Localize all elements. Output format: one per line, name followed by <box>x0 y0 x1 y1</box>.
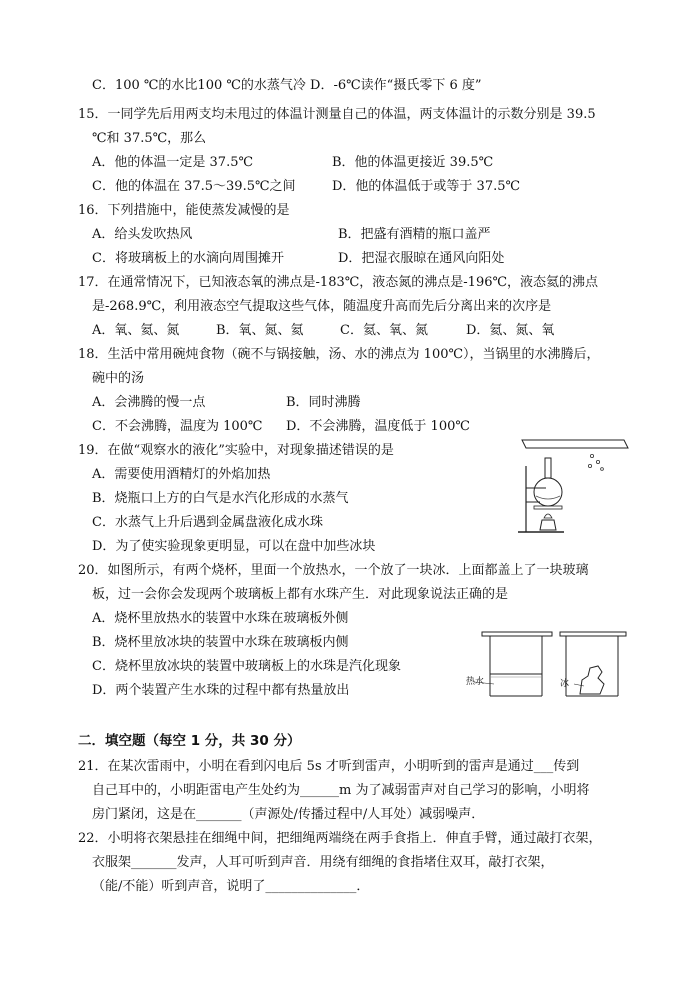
option-b: B．氧、氮、氦 <box>216 323 304 338</box>
ice-label: 冰 <box>560 679 570 689</box>
option-a: A．给头发吹热风 <box>92 227 193 242</box>
option-a: A．会沸腾的慢一点 <box>92 395 206 410</box>
question-stem: 碗中的汤 <box>92 371 145 386</box>
question-stem: 板，过一会你会发现两个玻璃板上都有水珠产生．对此现象说法正确的是 <box>92 587 509 602</box>
question-stem: 衣服架_______发声，人耳可听到声音．用绕有细绳的食指堵住双耳，敲打衣架， <box>92 855 554 870</box>
question-stem: （能/不能）听到声音，说明了______________． <box>92 879 370 894</box>
question-stem: 房门紧闭，这是在_______（声源处/传播过程中/人耳处）减弱噪声． <box>92 807 485 822</box>
option-c: C．他的体温在 37.5～39.5℃之间 <box>92 179 296 194</box>
question-stem: 是-268.9℃，利用液态空气提取这些气体，随温度升高而先后分离出来的次序是 <box>92 299 552 314</box>
question-stem: 21．在某次雷雨中，小明在看到闪电后 5s 才听到雷声，小明听到的雷声是通过___传到 <box>78 759 580 774</box>
option-a: A．他的体温一定是 37.5℃ <box>92 155 254 170</box>
option-d: D．他的体温低于或等于 37.5℃ <box>332 179 521 194</box>
option-c: C．水蒸气上升后遇到金属盘液化成水珠 <box>92 515 323 530</box>
option-a: A．需要使用酒精灯的外焰加热 <box>92 467 271 482</box>
option-c: C．不会沸腾，温度为 100℃ <box>92 419 263 434</box>
option-a: A．氧、氦、氮 <box>92 323 180 338</box>
question-stem: 17．在通常情况下，已知液态氧的沸点是-183℃，液态氮的沸点是-196℃，液态氦的沸点 <box>78 275 599 290</box>
section-heading: 二．填空题（每空 1 分，共 30 分） <box>78 733 301 749</box>
question-stem: 16．下列措施中，能使蒸发减慢的是 <box>78 203 290 218</box>
option-a: A．烧杯里放热水的装置中水珠在玻璃板外侧 <box>92 611 349 626</box>
option-d: D．为了使实验现象更明显，可以在盘中加些冰块 <box>92 539 376 554</box>
option-c: C．烧杯里放冰块的装置中玻璃板上的水珠是汽化现象 <box>92 659 401 674</box>
question-stem: 19．在做“观察水的液化”实验中，对现象描述错误的是 <box>78 443 394 458</box>
option-line: C．100 ℃的水比100 ℃的水蒸气冷 D．-6℃读作“摄氏零下 6 度” <box>92 78 482 93</box>
option-d: D．把湿衣服晾在通风向阳处 <box>338 251 505 266</box>
question-stem: 18．生活中常用碗炖食物（碗不与锅接触，汤、水的沸点为 100℃），当锅里的水沸腾后， <box>78 347 600 362</box>
option-c: C．氦、氧、氮 <box>340 323 428 338</box>
option-d: D．氦、氮、氧 <box>466 323 555 338</box>
option-c: C．将玻璃板上的水滴向周围摊开 <box>92 251 284 266</box>
question-stem: 自己耳中的，小明距雷电产生处约为______m 为了减弱雷声对自己学习的影响，小明将 <box>92 783 590 798</box>
question-stem: 15．一同学先后用两支均未甩过的体温计测量自己的体温，两支体温计的示数分别是 39.5 <box>78 107 596 122</box>
question-stem: ℃和 37.5℃，那么 <box>92 131 207 146</box>
question-stem: 22．小明将衣架悬挂在细绳中间，把细绳两端绕在两手食指上．伸直手臂，通过敲打衣架， <box>78 831 602 846</box>
option-b: B．把盛有酒精的瓶口盖严 <box>338 227 491 242</box>
option-b: B．他的体温更接近 39.5℃ <box>332 155 494 170</box>
beakers-figure <box>462 628 632 700</box>
option-d: D．不会沸腾，温度低于 100℃ <box>286 419 470 434</box>
option-b: B．同时沸腾 <box>286 395 361 410</box>
option-d: D．两个装置产生水珠的过程中都有热量放出 <box>92 683 350 698</box>
question-stem: 20．如图所示，有两个烧杯，里面一个放热水，一个放了一块冰．上面都盖上了一块玻璃 <box>78 563 589 578</box>
option-b: B．烧瓶口上方的白气是水汽化形成的水蒸气 <box>92 491 349 506</box>
option-b: B．烧杯里放冰块的装置中水珠在玻璃板内侧 <box>92 635 349 650</box>
hot-water-label: 热水 <box>466 677 485 687</box>
liquefaction-apparatus-figure <box>512 436 632 536</box>
